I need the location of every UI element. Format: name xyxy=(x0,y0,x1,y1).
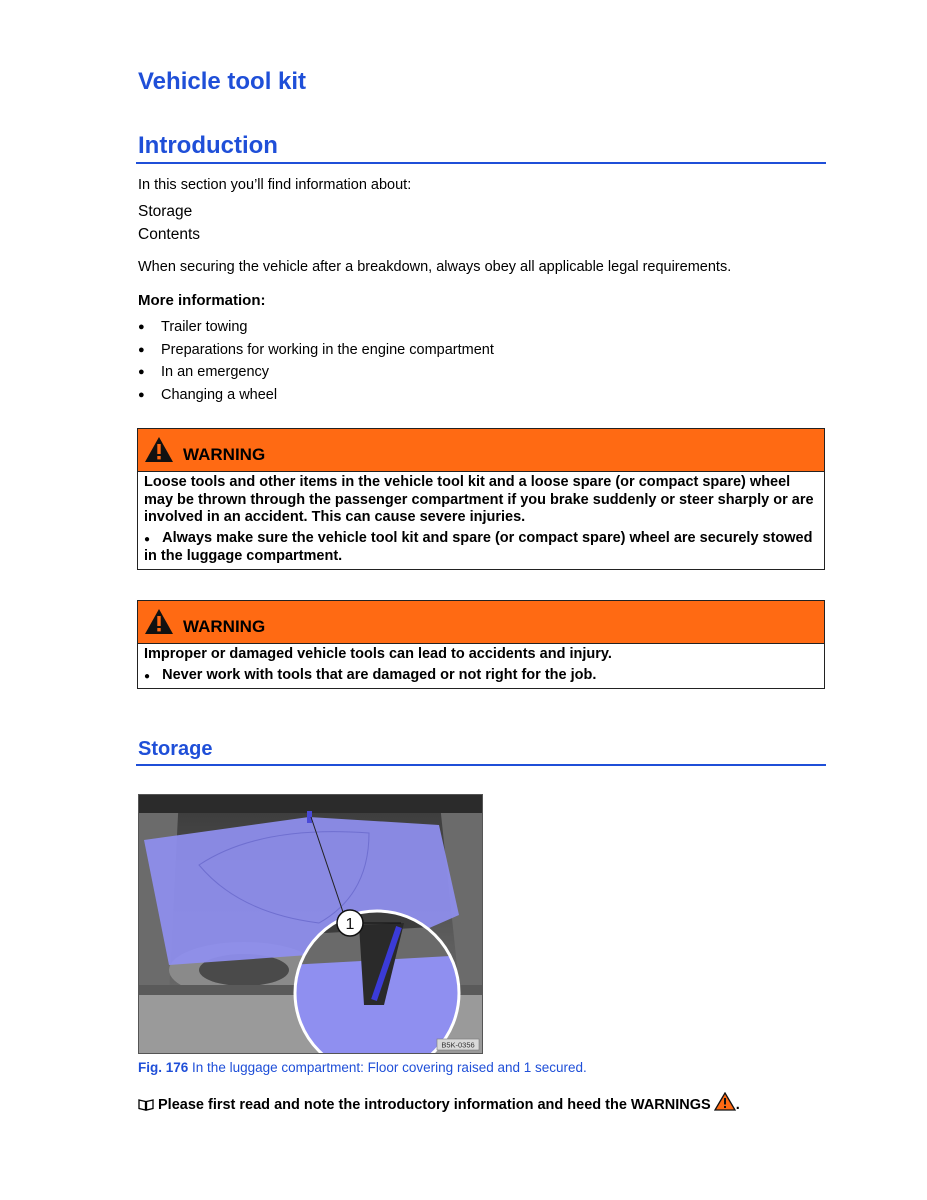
figure-number: Fig. 176 xyxy=(138,1060,189,1075)
storage-heading: Storage xyxy=(138,738,213,760)
warning-body xyxy=(138,644,824,688)
list-item: ● Trailer towing xyxy=(138,319,248,335)
warning-body xyxy=(138,472,824,569)
luggage-compartment-figure xyxy=(138,794,483,1054)
warning-triangle-icon xyxy=(144,608,174,635)
bullet-dot-icon: ● xyxy=(144,533,151,545)
warning-header xyxy=(138,429,824,472)
warning-box-damaged-tools xyxy=(137,600,825,689)
bullet-dot-icon: ● xyxy=(138,366,145,379)
legal-note: When securing the vehicle after a breakdown, always obey all applicable legal requirements. xyxy=(138,259,732,275)
storage-heading-rule xyxy=(136,764,826,766)
note-text: Please first read and note the introductory information and heed the WARNINGS xyxy=(158,1097,711,1113)
intro-lead: In this section you’ll find information about: xyxy=(138,177,412,193)
bullet-dot-icon: ● xyxy=(138,388,145,401)
warning-triangle-icon xyxy=(144,436,174,463)
more-info-list xyxy=(138,317,494,407)
luggage-compartment-illustration xyxy=(139,795,482,1053)
warning-text: Loose tools and other items in the vehicle tool kit and a loose spare (or compact spare) wheel may be thrown through the passenger compartment if you brake suddenly or steer sharply or are involved in an accident. This can cause severe injuries. xyxy=(144,474,814,526)
figure-caption xyxy=(138,1060,587,1075)
bullet-dot-icon: ● xyxy=(138,343,145,356)
read-warnings-note xyxy=(138,1092,740,1113)
warning-box-loose-items xyxy=(137,428,825,570)
list-item: ● Changing a wheel xyxy=(138,386,278,403)
intro-heading-rule xyxy=(136,162,826,164)
page-title: Vehicle tool kit xyxy=(138,68,307,95)
note-end: . xyxy=(735,1097,740,1113)
list-item: ● Preparations for working in the engine compartment xyxy=(138,341,494,358)
warning-triangle-small-icon xyxy=(714,1092,736,1111)
figure-caption-text: In the luggage compartment: Floor covering raised and 1 secured. xyxy=(192,1060,587,1075)
topic-storage: Storage xyxy=(138,203,193,220)
warning-text: Improper or damaged vehicle tools can lead to accidents and injury. xyxy=(144,646,612,662)
warning-label: WARNING xyxy=(183,445,266,464)
book-icon xyxy=(138,1098,154,1111)
warning-label: WARNING xyxy=(183,617,266,636)
warning-bullet: ● Never work with tools that are damaged or not right for the job. xyxy=(144,666,597,683)
callout-1-label: 1 xyxy=(345,916,355,933)
bullet-dot-icon: ● xyxy=(138,321,145,333)
list-item: ● In an emergency xyxy=(138,364,270,381)
warning-bullet: ● Always make sure the vehicle tool kit and spare (or compact spare) wheel are securely stowed in the luggage compartment. xyxy=(144,529,813,565)
figure-code: B5K-0356 xyxy=(441,1040,475,1050)
intro-heading: Introduction xyxy=(138,132,278,159)
topic-contents: Contents xyxy=(138,226,201,243)
warning-header xyxy=(138,601,824,644)
more-info-heading: More information: xyxy=(138,292,266,309)
bullet-dot-icon: ● xyxy=(144,670,151,682)
